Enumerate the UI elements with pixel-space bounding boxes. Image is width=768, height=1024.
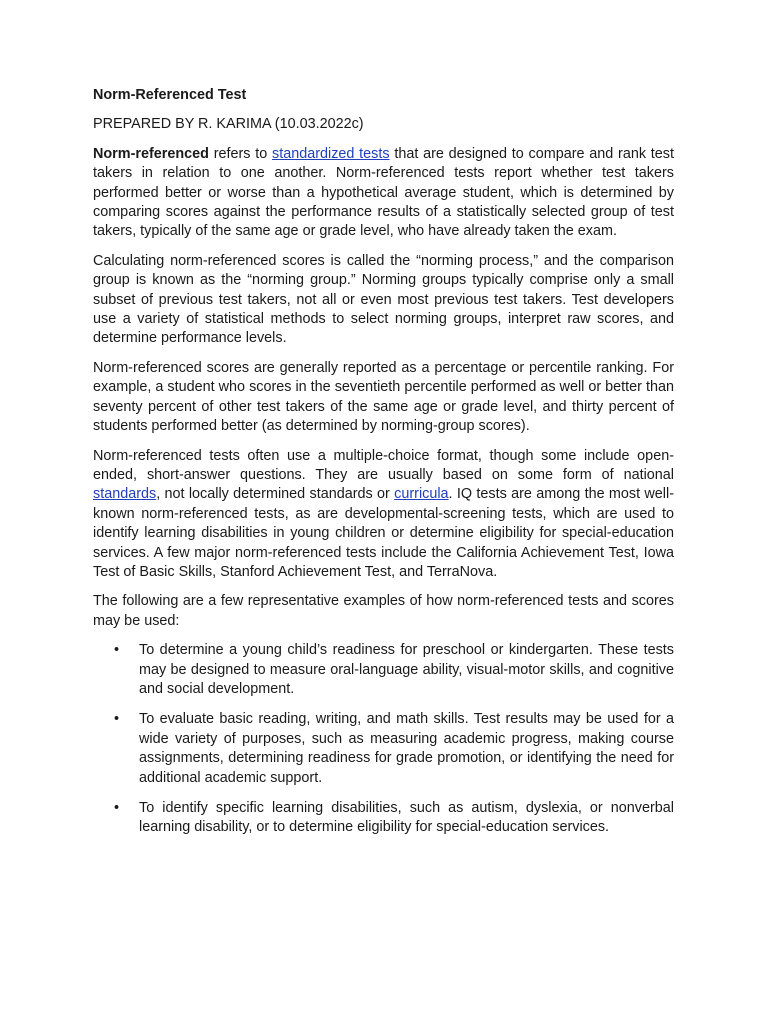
link-standardized-tests[interactable]: standardized tests: [272, 145, 390, 162]
paragraph-text: . IQ tests are among the most well-known norm-referenced tests, as are developmental-screening tests, which are used to identify learning disabilities in young children or determine eligibility for special-education services. A few major norm-referenced tests include the California Achievement Test, Iowa Test of Basic Skills, Stanford Achievement Test, and TerraNova.: [93, 486, 674, 580]
bullet-icon: •: [114, 711, 120, 728]
paragraph-text: refers to: [208, 145, 273, 162]
paragraph-percentile: Norm-referenced scores are generally reported as a percentage or percentile ranking. For example, a student who scores in the seventieth percentile performed as well or better than seventy percent of other test takers of the same age or grade level, and thirty percent of students performed better (as determined by norming-group scores).: [93, 359, 674, 435]
bullet-icon: •: [114, 642, 120, 659]
link-standards[interactable]: standards: [93, 486, 157, 503]
paragraph-definition: [93, 145, 674, 242]
paragraph-examples-intro: The following are a few representative examples of how norm-referenced tests and scores may be used:: [93, 593, 674, 629]
paragraph-norming-process: Calculating norm-referenced scores is called the “norming process,” and the comparison group is known as the “norming group.” Norming groups typically comprise only a small subset of previous test takers, not all or even most previous test takers. Test developers use a variety of statistical methods to select norming groups, interpret raw scores, and determine performance levels.: [93, 252, 674, 347]
term-norm-referenced: Norm-referenced: [93, 145, 209, 162]
paragraph-test-formats: [93, 447, 674, 583]
bullet-icon: •: [114, 800, 120, 816]
list-item: [93, 799, 674, 838]
document-page: [93, 86, 674, 849]
document-title: Norm-Referenced Test: [93, 87, 247, 103]
list-item-text: To evaluate basic reading, writing, and math skills. Test results may be used for a wide variety of purposes, such as measuring academic progress, making course assignments, determining readiness for grade promotion, or identifying the need for additional academic support.: [139, 711, 674, 786]
examples-list: [93, 641, 674, 838]
list-item-text: To determine a young child’s readiness for preschool or kindergarten. These tests may be designed to measure oral-language ability, visual-motor skills, and cognitive and social development.: [139, 642, 674, 697]
list-item: [93, 710, 674, 788]
prepared-by-line: PREPARED BY R. KARIMA (10.03.2022c): [93, 116, 364, 133]
link-curricula[interactable]: curricula: [394, 486, 449, 503]
paragraph-text: , not locally determined standards or: [156, 486, 395, 503]
list-item: [93, 641, 674, 699]
paragraph-text: Norm-referenced tests often use a multiple-choice format, though some include open-ended, short-answer questions. They are usually based on some form of national: [93, 447, 674, 483]
list-item-text: To identify specific learning disabilities, such as autism, dyslexia, or nonverbal learning disability, or to determine eligibility for special-education services.: [139, 800, 674, 836]
paragraph-text: that are designed to compare and rank test takers in relation to one another. Norm-referenced tests report whether test takers performed better or worse than a hypothetical average student, which is determined by comparing scores against the performance results of a statistically selected group of test takers, typically of the same age or grade level, who have already taken the exam.: [93, 145, 674, 240]
